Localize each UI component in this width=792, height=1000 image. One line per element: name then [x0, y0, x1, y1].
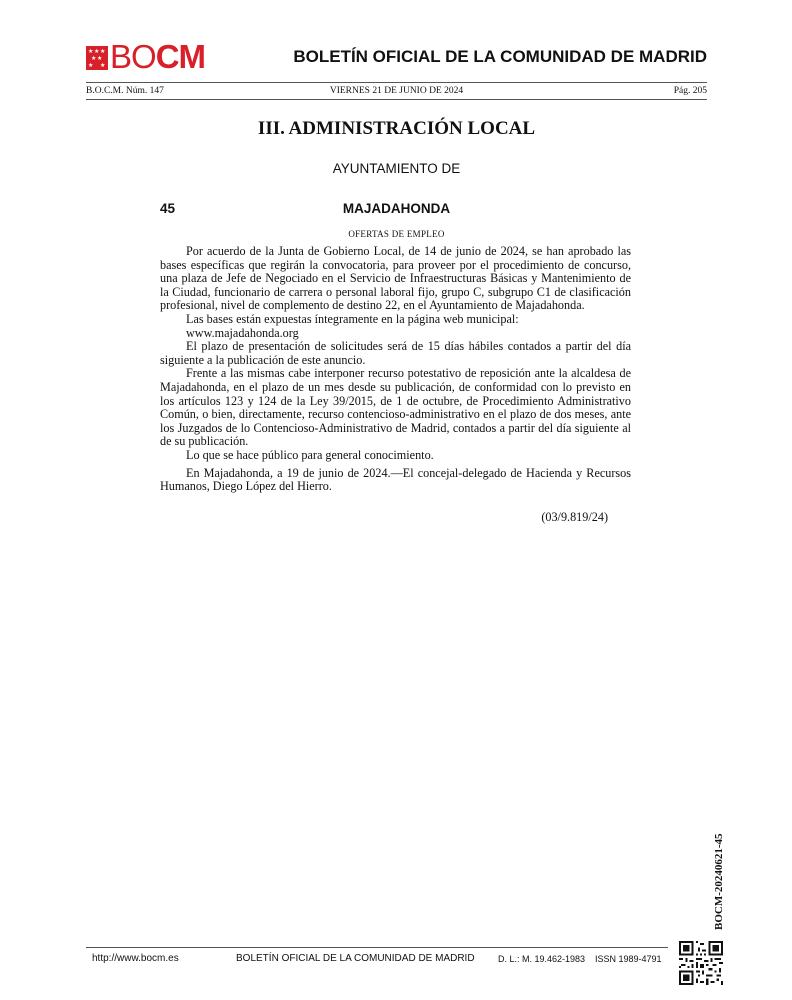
announcement-subtitle: OFERTAS DE EMPLEO	[348, 229, 445, 239]
paragraph-bases: Las bases están expuestas íntegramente en la página web municipal:	[186, 311, 519, 326]
margin-code: BOCM-20240621-45	[713, 833, 725, 930]
paragraph-signature: En Majadahonda, a 19 de junio de 2024.—El concejal-delegado de Hacienda y Recursos Humanos, Diego López del Hierro.	[160, 465, 631, 494]
qr-code-icon	[679, 941, 723, 985]
logo-text-bold: CM	[155, 38, 206, 75]
bocm-logo	[86, 38, 216, 75]
issue-date: VIERNES 21 DE JUNIO DE 2024	[329, 86, 464, 96]
paragraph-deadline: El plazo de presentación de solicitudes será de 15 días hábiles contados a partir del día siguiente a la publicación de este anuncio.	[160, 339, 631, 367]
footer-url[interactable]: http://www.bocm.es	[92, 953, 179, 964]
paragraph-publication: Lo que se hace público para general conocimiento.	[186, 447, 434, 462]
logo-text-light: BO	[110, 38, 156, 75]
bulletin-title: BOLETÍN OFICIAL DE LA COMUNIDAD DE MADRID	[293, 47, 707, 66]
footer-legal-deposit: D. L.: M. 19.462-1983	[498, 954, 586, 964]
paragraph-appeal: Frente a las mismas cabe interponer recurso potestativo de reposición ante la alcaldesa de Majadahonda, en el plazo de un mes desde su publicación, de conformidad con lo previsto en los artículos 123 y 124 de la Ley 39/2015, de 1 de octubre, de Procedimiento Administrativo Común, o bien, directamente, recurso contencioso-administrativo en el plazo de dos meses, ante los Juzgados de lo Contencioso-Administrativo de Madrid, contados a partir del día siguiente al de su publicación.	[160, 366, 631, 449]
logo-text	[110, 40, 205, 74]
paragraph-agreement: Por acuerdo de la Junta de Gobierno Local, de 14 de junio de 2024, se han aprobado las bases específicas que regirán la convocatoria, para proveer por el procedimiento de concurso, una plaza de Jefe de Negociado en el Servicio de Infraestructuras Básicas y Mantenimiento de la Ciudad, funcionario de carrera o personal laboral fijo, grupo C, subgrupo C1 de clasificación profesional, nivel de complemento de destino 22, en el Ayuntamiento de Majadahonda.	[160, 244, 631, 313]
footer-rule	[86, 947, 668, 948]
paragraph-website: www.majadahonda.org	[186, 325, 299, 340]
announcement-body	[160, 245, 631, 494]
town-name: MAJADAHONDA	[342, 201, 451, 216]
footer-title: BOLETÍN OFICIAL DE LA COMUNIDAD DE MADRID	[236, 953, 475, 964]
announcement-number: 45	[160, 201, 176, 216]
header-rule-top	[86, 82, 707, 83]
entity-label: AYUNTAMIENTO DE	[332, 161, 461, 176]
reference-code: (03/9.819/24)	[541, 510, 608, 524]
header-rule-bottom	[86, 99, 707, 100]
issue-number: B.O.C.M. Núm. 147	[86, 86, 164, 96]
footer-issn: ISSN 1989-4791	[595, 954, 662, 964]
section-title: III. ADMINISTRACIÓN LOCAL	[257, 118, 536, 139]
page-number: Pág. 205	[673, 86, 707, 96]
madrid-flag-icon: ★ ★ ★ ★ ★ ★ ★	[86, 46, 108, 70]
